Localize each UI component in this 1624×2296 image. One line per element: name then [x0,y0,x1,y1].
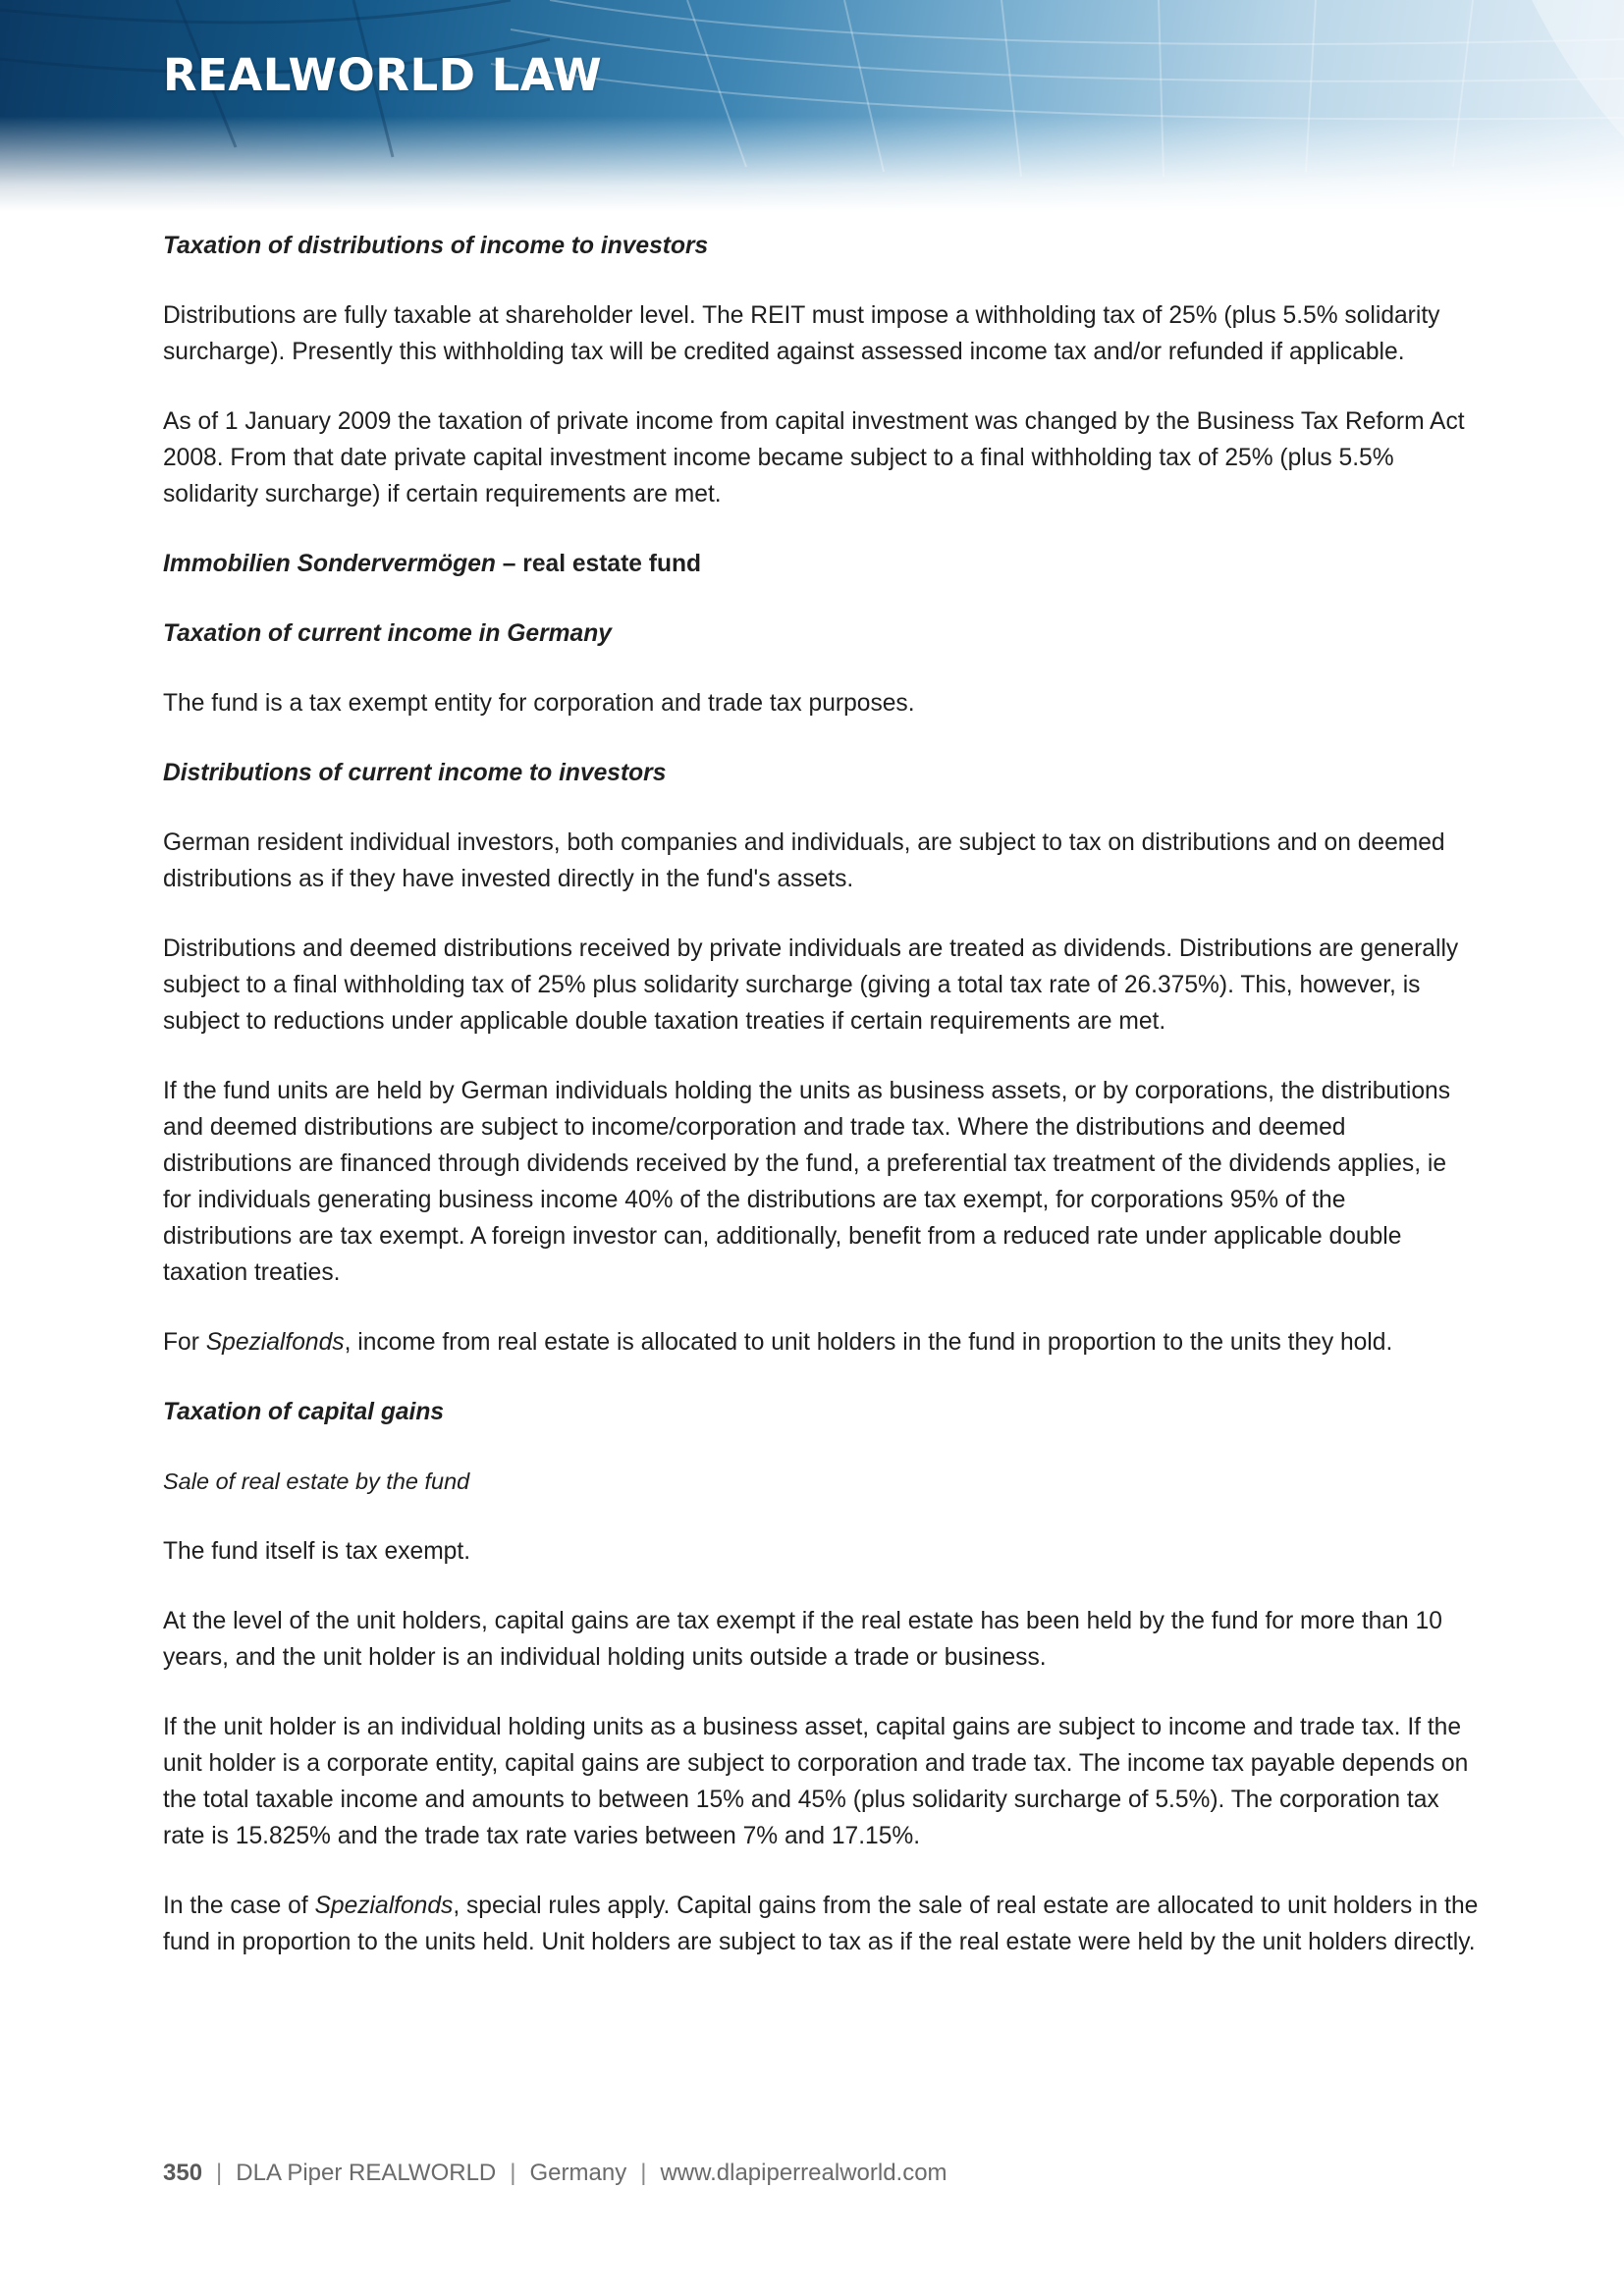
page-number: 350 [163,2160,203,2186]
footer-country: Germany [529,2160,627,2186]
paragraph: At the level of the unit holders, capital gains are tax exempt if the real estate has been held by the fund for more than 10 years, and the unit holder is an individual holding units outside a trade or business. [163,1608,1442,1671]
heading-real-estate-fund [163,546,1479,582]
paragraph: If the unit holder is an individual holding units as a business asset, capital gains are subject to income and trade tax. If the unit holder is a corporate entity, capital gains are subject to corporation and trade tax. The income tax payable depends on the total taxable income and amounts to between 15% and 45% (plus solidarity surcharge of 5.5%). The corporation tax rate is 15.825% and the trade tax rate varies between 7% and 17.15%. [163,1714,1469,1849]
heading-real-estate-fund-italic: Immobilien Sondervermögen [163,551,496,577]
page-footer [163,2160,947,2187]
term-spezialfonds: Spezialfonds [314,1893,454,1919]
paragraph: The fund is a tax exempt entity for corporation and trade tax purposes. [163,690,915,717]
paragraph: German resident individual investors, both companies and individuals, are subject to tax on distributions and on deemed distributions as if they have invested directly in the fund's assets. [163,829,1445,892]
heading-capital-gains: Taxation of capital gains [163,1399,445,1425]
text: , special rules apply. Capital gains from the sale of real estate are allocated to unit holders in the fund in proportion to the units held. Unit holders are subject to tax as if the real estate were held by the unit holders directly. [163,1893,1479,1955]
paragraph: As of 1 January 2009 the taxation of private income from capital investment was changed by the Business Tax Reform Act 2008. From that date private capital investment income became subject to a final withholding tax of 25% (plus 5.5% solidarity surcharge) if certain requirements are met. [163,408,1465,507]
footer-website-link[interactable]: www.dlapiperrealworld.com [660,2160,947,2186]
brand-title: REALWORLD LAW [163,49,603,101]
article-body [163,228,1479,1994]
paragraph: Distributions and deemed distributions received by private individuals are treated as dividends. Distributions are generally subject to a final withholding tax of 25% plus solidarity surcharge (giving a total tax rate of 26.375%). This, however, is subject to reductions under applicable double taxation treaties if certain requirements are met. [163,935,1459,1035]
footer-separator: | [216,2160,223,2186]
heading-real-estate-fund-rest: – real estate fund [495,551,702,577]
text: In the case of [163,1893,315,1919]
footer-separator: | [640,2160,647,2186]
term-spezialfonds: Spezialfonds [205,1329,345,1356]
paragraph-spezialfonds-rules [163,1888,1479,1960]
subheading-sale-real-estate: Sale of real estate by the fund [163,1468,470,1494]
footer-separator: | [510,2160,516,2186]
paragraph: Distributions are fully taxable at shareholder level. The REIT must impose a withholding tax of 25% (plus 5.5% solidarity surcharge). Presently this withholding tax will be credited against assessed income tax and/or refunded if applicable. [163,302,1440,365]
paragraph: If the fund units are held by German individuals holding the units as business assets, or by corporations, the distributions and deemed distributions are subject to income/corporation and trade tax. Where the distributions and deemed distributions are financed through dividends received by the fund, a preferential tax treatment of the dividends applies, ie for individuals generating business income 40% of the distributions are tax exempt, for corporations 95% of the distributions are tax exempt. A foreign investor can, additionally, benefit from a reduced rate under applicable double taxation treaties. [163,1078,1451,1286]
paragraph: The fund itself is tax exempt. [163,1538,471,1565]
text: , income from real estate is allocated to unit holders in the fund in proportion to the units they hold. [344,1329,1393,1356]
heading-taxation-distributions: Taxation of distributions of income to investors [163,233,709,259]
heading-distributions-current-income: Distributions of current income to investors [163,760,667,786]
heading-current-income-germany: Taxation of current income in Germany [163,620,612,647]
text: For [163,1329,206,1356]
building-facade-graphic [0,0,1624,211]
paragraph-spezialfonds [163,1324,1479,1361]
header-banner [0,0,1624,211]
footer-publication: DLA Piper REALWORLD [236,2160,497,2186]
